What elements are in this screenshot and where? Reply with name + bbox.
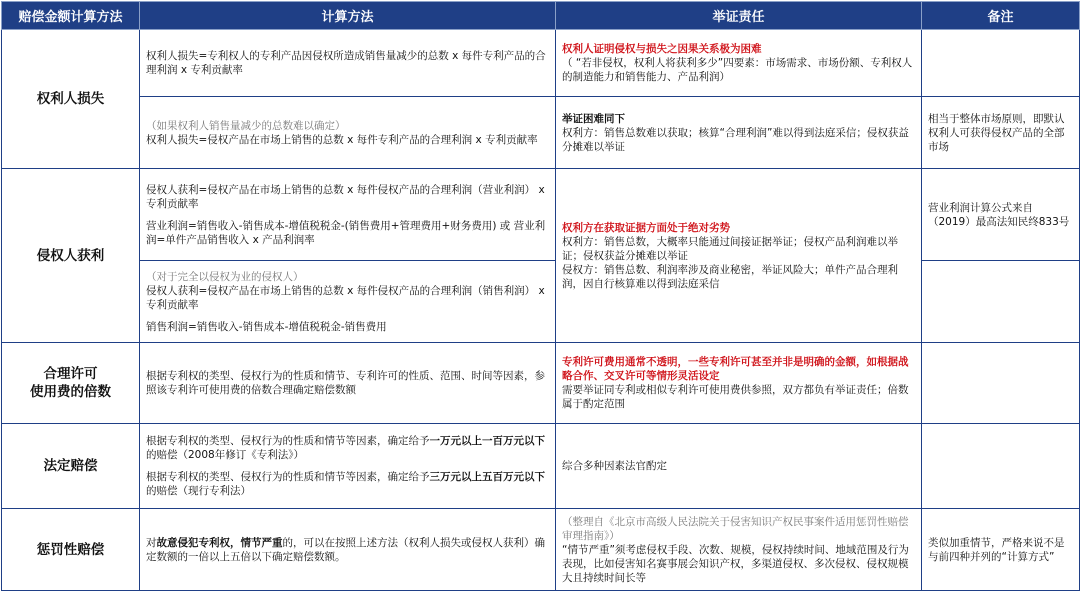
evidence-text: 权利方：销售总数难以获取；核算“合理利润”难以得到法庭采信；侵权获益分摊难以举证 (562, 126, 909, 153)
bold-heading: 举证困难同下 (562, 112, 625, 125)
evidence-text: （ “若非侵权，权利人将获利多少”四要素：市场需求、市场份额、专利权人的制造能力和销售能力、产品利润） (562, 57, 913, 83)
header-calculation: 计算方法 (140, 2, 556, 30)
table-row (2, 424, 1080, 509)
row-label-infringer-profit: 侵权人获利 (2, 169, 140, 343)
row-label-punitive-damages: 惩罚性赔偿 (2, 509, 140, 591)
remark-cell (922, 343, 1080, 424)
highlight-text: 权利人证明侵权与损失之因果关系极为困难 (562, 43, 762, 55)
row-label-rights-holder-loss: 权利人损失 (2, 30, 140, 169)
header-row (2, 2, 1080, 30)
remark-cell (922, 261, 1080, 343)
formula-text: 根据专利权的类型、侵权行为的性质和情节等因素，确定给予一万元以上一百万元以下的赔偿（2008年修订《专利法》） (146, 435, 545, 461)
calc-cell (140, 97, 556, 169)
evidence-cell (556, 424, 922, 509)
remark-cell (922, 424, 1080, 509)
table-row (2, 97, 1080, 169)
formula-text: 销售利润=销售收入-销售成本-增值税税金-销售费用 (146, 320, 387, 333)
evidence-text: “情节严重”须考虑侵权手段、次数、规模，侵权持续时间、地域范围及行为表现，比如侵害知名赛事展会知识产权，多渠道侵权、多次侵权、侵权规模大且持续时间长等 (562, 543, 909, 584)
evidence-cell (556, 509, 922, 591)
row-label-license-fee-multiple: 合理许可 使用费的倍数 (2, 343, 140, 424)
highlight-text: 专利许可费用通常不透明，一些专利许可甚至并非是明确的金额，如根据战略合作、交叉许可等情形灵活设定 (562, 356, 909, 382)
remark-cell (922, 509, 1080, 591)
formula-text: 侵权人获利=侵权产品在市场上销售的总数 x 每件侵权产品的合理利润（销售利润） x 专利贡献率 (146, 284, 545, 311)
evidence-text: 需要举证同专利或相似专利许可使用费供参照，双方都负有举证责任；倍数属于酌定范围 (562, 384, 909, 410)
evidence-text: 权利方：销售总数，大概率只能通过间接证据举证；侵权产品利润难以举证；侵权获益分摊难以举证 (562, 235, 898, 262)
formula-text: 营业利润=销售收入-销售成本-增值税税金-(销售费用+管理费用+财务费用) 或 营业利润=单件产品销售收入 x 产品利润率 (146, 219, 546, 246)
remark-text: 营业利润计算公式来自（2019）最高法知民终833号 (928, 201, 1070, 228)
calc-cell (140, 424, 556, 509)
source-note: （整理自《北京市高级人民法院关于侵害知识产权民事案件适用惩罚性赔偿审理指南》） (562, 515, 909, 542)
header-method-type: 赔偿金额计算方法 (2, 2, 140, 30)
calc-cell (140, 343, 556, 424)
evidence-cell (556, 169, 922, 343)
header-burden-of-proof: 举证责任 (556, 2, 922, 30)
remark-cell (922, 97, 1080, 169)
calc-cell: 对故意侵犯专利权，情节严重的，可以在按照上述方法（权利人损失或侵权人获利）确定数额的一倍以上五倍以下确定赔偿数额。 (140, 509, 556, 591)
calc-cell (140, 30, 556, 97)
table-row (2, 509, 1080, 591)
evidence-cell (556, 97, 922, 169)
remark-cell (922, 169, 1080, 261)
condition-note: （如果权利人销售量减少的总数难以确定） (146, 119, 346, 132)
table-row (2, 343, 1080, 424)
evidence-text: 综合多种因素法官酌定 (562, 460, 667, 472)
highlight-text: 权利方在获取证据方面处于绝对劣势 (562, 221, 730, 234)
formula-text: 权利人损失=侵权产品在市场上销售的总数 x 每件专利产品的合理利润 x 专利贡献率 (146, 133, 538, 146)
remark-text: 类似加重情节，严格来说不是与前四种并列的“计算方式” (928, 536, 1065, 563)
remark-text: 相当于整体市场原则，即默认权利人可获得侵权产品的全部市场 (928, 112, 1065, 153)
table-row (2, 169, 1080, 261)
compensation-methods-table (1, 1, 1080, 591)
table-row (2, 30, 1080, 97)
evidence-cell (556, 30, 922, 97)
condition-note: （对于完全以侵权为业的侵权人） (146, 270, 304, 283)
header-remarks: 备注 (922, 2, 1080, 30)
calc-cell (140, 169, 556, 261)
calc-cell (140, 261, 556, 343)
formula-text: 权利人损失=专利权人的专利产品因侵权所造成销售量减少的总数 x 每件专利产品的合理利润 x 专利贡献率 (146, 50, 546, 76)
remark-cell (922, 30, 1080, 97)
formula-text: 根据专利权的类型、侵权行为的性质和情节、专利许可的性质、范围、时间等因素，参照该专利许可使用费的倍数合理确定赔偿数额 (146, 370, 545, 396)
formula-text: 根据专利权的类型、侵权行为的性质和情节等因素，确定给予三万元以上五百万元以下的赔偿（现行专利法） (146, 471, 545, 497)
formula-text: 侵权人获利=侵权产品在市场上销售的总数 x 每件侵权产品的合理利润（营业利润） x 专利贡献率 (146, 183, 545, 210)
evidence-cell (556, 343, 922, 424)
row-label-statutory-damages: 法定赔偿 (2, 424, 140, 509)
evidence-text: 侵权方：销售总数、利润率涉及商业秘密，举证风险大；单件产品合理利润，因自行核算难以得到法庭采信 (562, 263, 898, 290)
